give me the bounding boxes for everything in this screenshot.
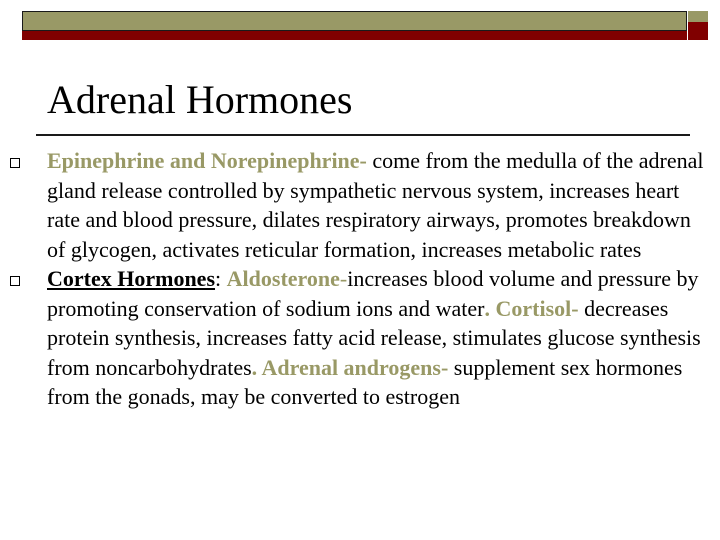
term-cortex-hormones: Cortex Hormones — [47, 266, 216, 291]
adrenal-androgens-text: supplement sex hormones from the gonads, may be converted to estrogen — [47, 354, 683, 409]
bullet-list — [0, 146, 720, 412]
slide-title: Adrenal Hormones — [47, 77, 353, 122]
bullet-epinephrine-text: come from the medulla of the adrenal gland release controlled by sympathetic nervous system, increases heart rate and blood pressure, dilates respiratory airways, promotes breakdown of glycogen, activates reticular formation, increases metabolic rates — [47, 148, 704, 262]
cortisol-text: decreases protein synthesis, increases fatty acid release, stimulates glucose synthesis from noncarbohydrates — [47, 295, 701, 380]
top-bar-corner-square-maroon — [688, 22, 708, 40]
bullet-epinephrine — [0, 146, 720, 264]
term-adrenal-androgens: Adrenal androgens- — [261, 354, 449, 380]
term-cortisol: Cortisol- — [495, 295, 579, 321]
hollow-square-bullet-icon — [10, 158, 20, 168]
title-underline-rule — [36, 134, 690, 136]
bullet-cortex-hormones — [0, 264, 720, 412]
hollow-square-bullet-icon — [10, 276, 20, 286]
colon-text: : — [215, 266, 227, 291]
period-accent: . — [484, 295, 496, 321]
term-epinephrine-norepinephrine: Epinephrine and Norepinephrine- — [47, 148, 367, 173]
period-accent-2: . — [251, 354, 262, 380]
top-decorative-bar — [22, 11, 708, 31]
aldosterone-dash: - — [339, 266, 348, 291]
top-bar-maroon-strip — [22, 31, 687, 40]
term-aldosterone: Aldosterone — [226, 266, 340, 291]
top-bar-olive-strip — [22, 11, 687, 31]
aldosterone-text: increases blood volume and pressure by promoting conservation of sodium ions and water — [47, 266, 699, 321]
top-bar-corner-square-olive — [688, 11, 708, 22]
